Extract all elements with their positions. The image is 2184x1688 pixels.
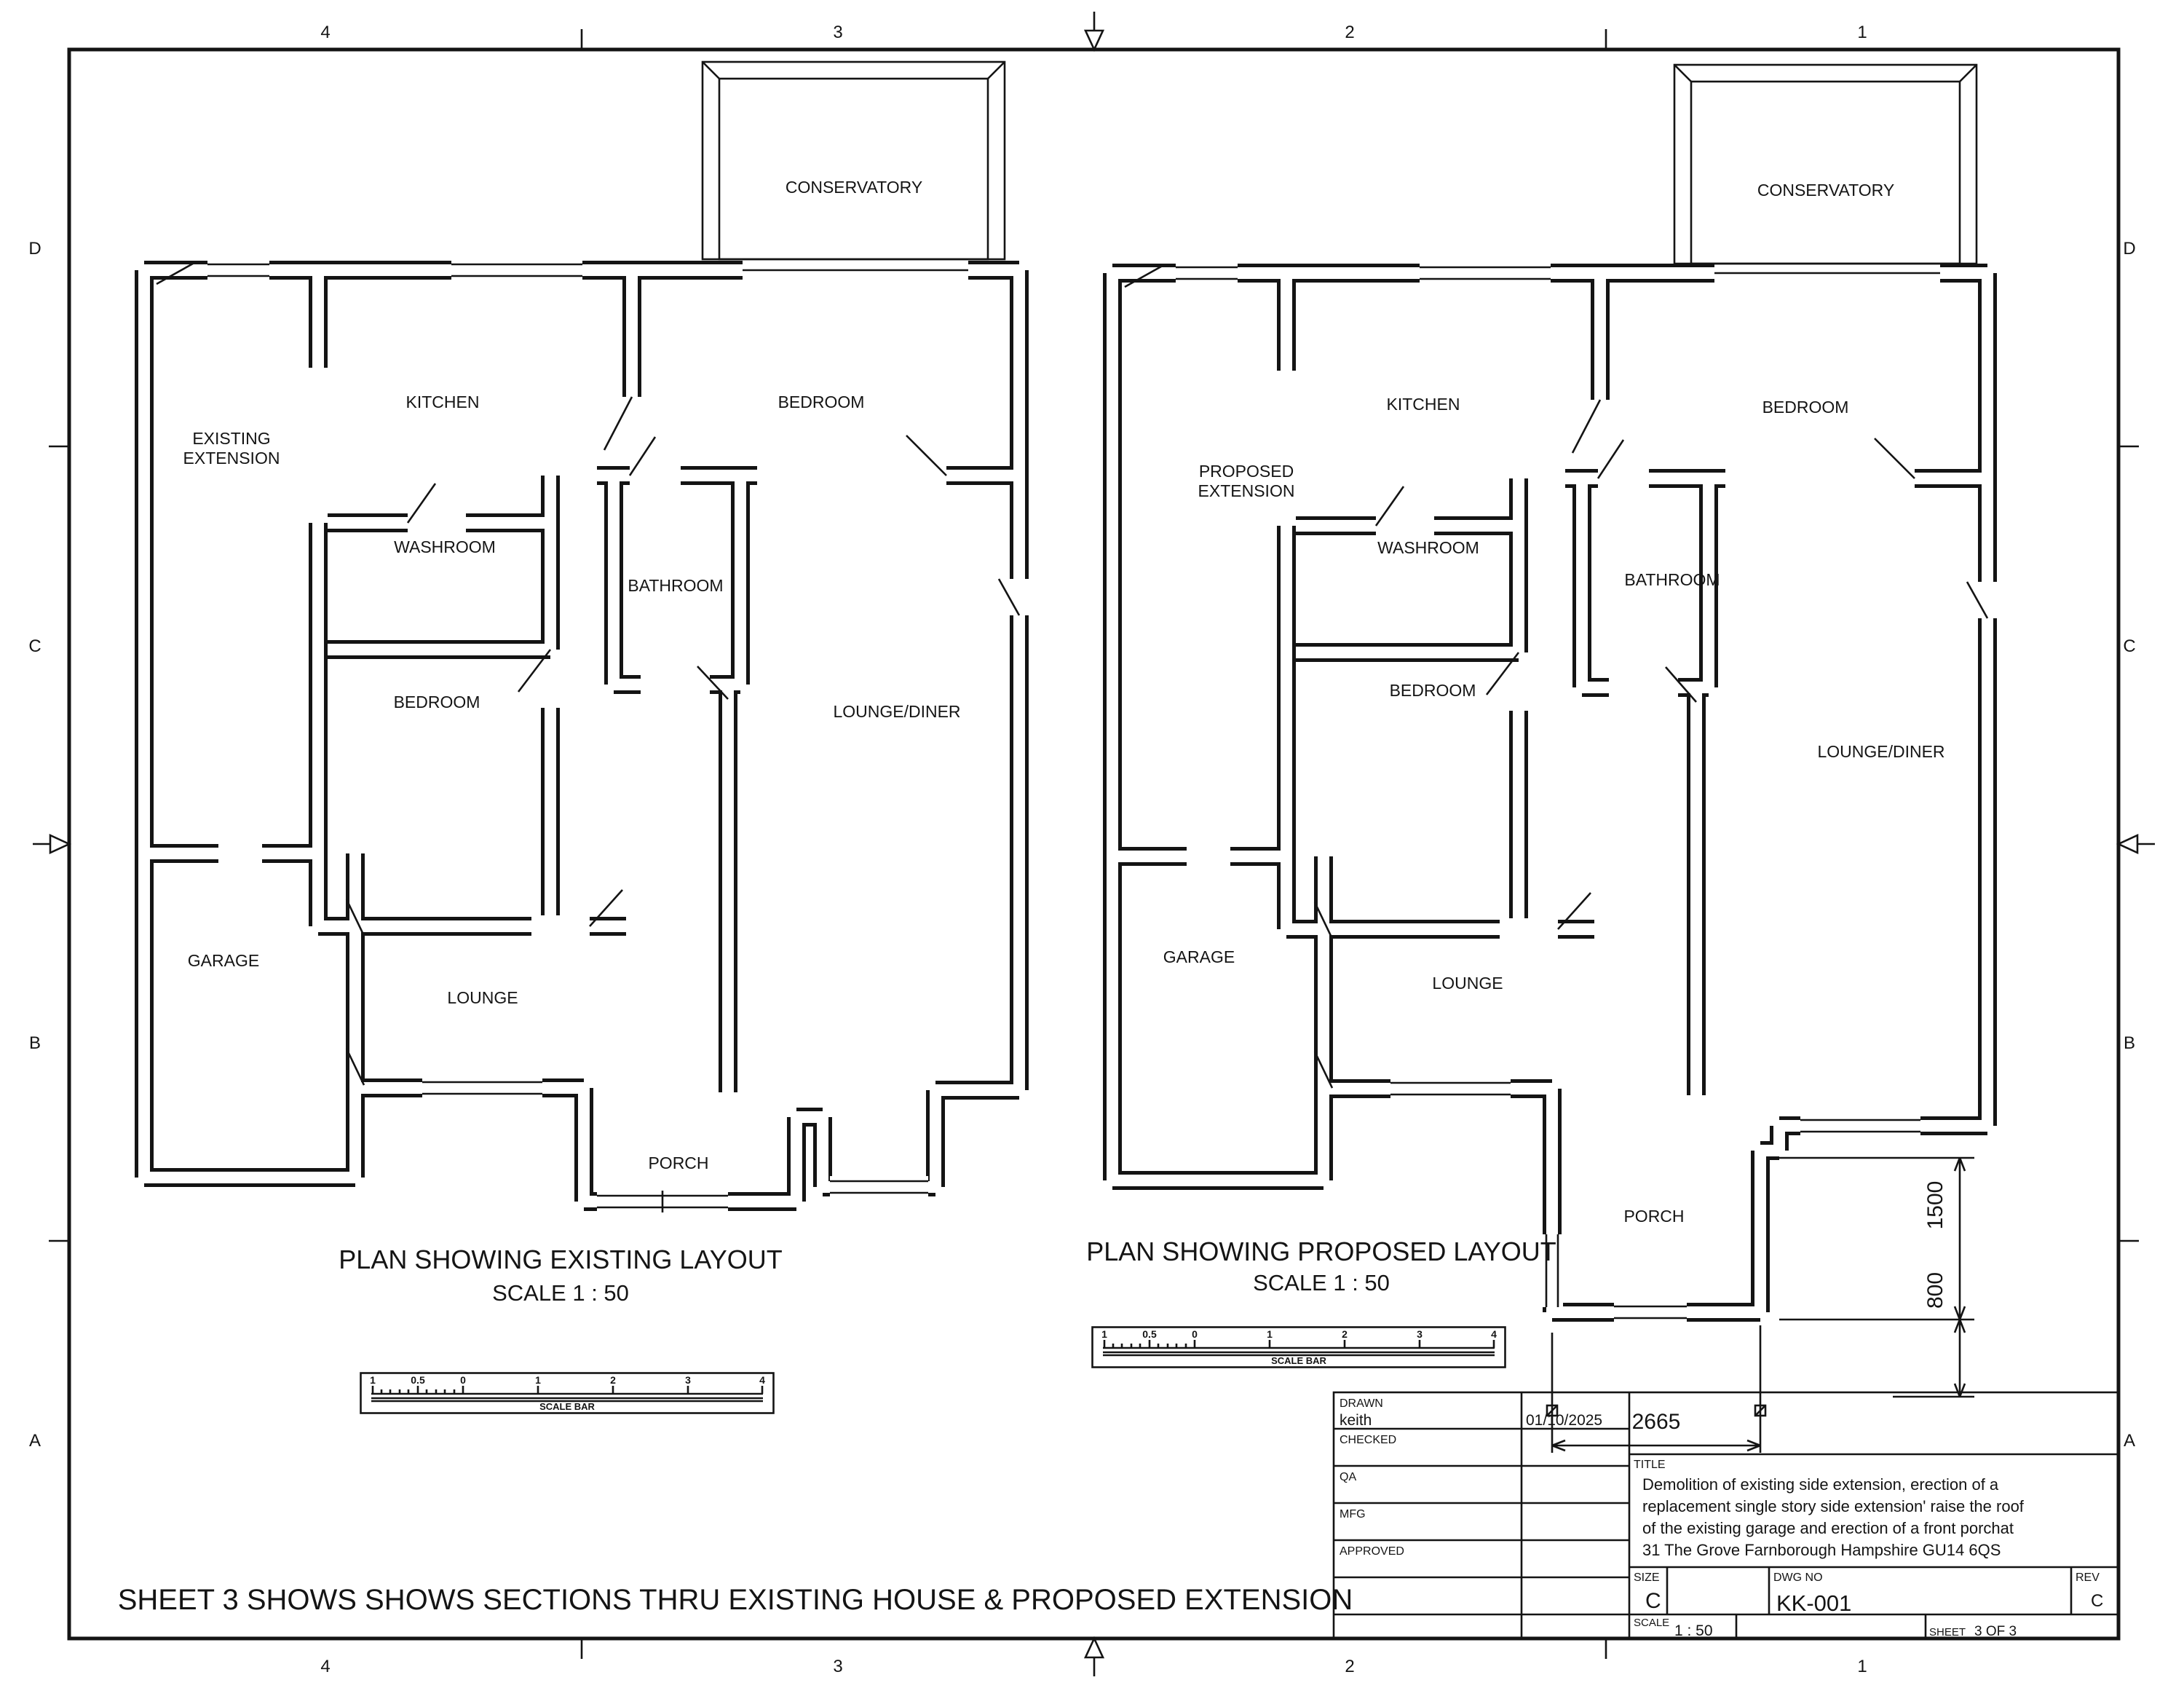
sheet-label: SHEET [1929,1626,1966,1638]
floor-plan-existing [144,62,1030,1212]
walls-core [144,270,1019,1202]
scale-bar-numbers [1101,1328,1497,1340]
zone-label: 4 [320,1657,331,1676]
dim-label: 2665 [1631,1410,1681,1434]
room-label: EXISTING [192,429,271,448]
scale-bar-number: 4 [1491,1328,1497,1340]
room-label: KITCHEN [405,393,480,411]
zone-label: 2 [1345,1657,1355,1676]
zone-label: 4 [320,23,331,42]
center-arrow-right-icon [2118,835,2137,853]
dim-label: 800 [1923,1271,1947,1309]
dwg-no-label: DWG NO [1773,1571,1823,1584]
scale-label: SCALE [1634,1617,1670,1629]
walls [144,270,1019,1202]
scale-bar-number: 0 [460,1374,466,1386]
room-label: GARAGE [187,951,260,970]
room-label: LOUNGE [1432,974,1503,993]
scale-bar-number: 3 [685,1374,691,1386]
zone-label: D [28,239,41,259]
room-label: BATHROOM [628,576,724,595]
plan-scale: SCALE 1 : 50 [492,1280,629,1306]
scale-bar-proposed [1093,1328,1506,1368]
mfg-label: MFG [1340,1508,1366,1521]
scale-bar-number: 0.5 [1142,1328,1157,1340]
plan-title-proposed [1086,1237,1556,1295]
room-label: LOUNGE/DINER [1817,742,1945,761]
conservatory-walls [703,62,1005,259]
wall-openings [1176,262,1998,1323]
room-label: CONSERVATORY [785,178,923,197]
room-label: BEDROOM [1389,681,1476,700]
drawing-title-line: replacement single story side extension' raise the roof [1642,1497,2024,1515]
room-label: LOUNGE/DINER [833,702,961,721]
zone-label: C [2123,636,2136,656]
scale-bar-number: 3 [1417,1328,1423,1340]
scale-bar-number: 4 [759,1374,765,1386]
room-label: EXTENSION [1198,481,1295,500]
walls-core [1112,273,1987,1312]
room-label: BEDROOM [778,393,865,411]
room-label: WASHROOM [1377,538,1479,557]
size-label: SIZE [1634,1571,1660,1584]
center-arrow-bottom-icon [1085,1638,1103,1657]
zone-label: 3 [833,1657,843,1676]
zone-label: C [28,636,41,656]
scale-bar-numbers [370,1374,765,1386]
windows-and-doors [157,264,1019,1212]
drawn-label: DRAWN [1340,1397,1383,1410]
room-label: KITCHEN [1386,395,1460,414]
plan-title-existing [339,1245,782,1306]
zone-label: 2 [1345,23,1355,42]
room-label: PROPOSED [1198,462,1294,481]
rev-label: REV [2076,1571,2100,1584]
scale-bar-number: 1 [535,1374,541,1386]
rev-value: C [2091,1591,2104,1611]
sheet-note: SHEET 3 SHOWS SHOWS SECTIONS THRU EXISTING HOUSE & PROPOSED EXTENSION [117,1584,1353,1616]
scale-bar-caption: SCALE BAR [1271,1355,1326,1366]
zone-label: D [2123,239,2136,259]
checked-label: CHECKED [1340,1434,1397,1446]
zone-label: 1 [1857,1657,1867,1676]
approved-label: APPROVED [1340,1545,1404,1558]
conservatory-walls [1674,65,1977,264]
room-label: GARAGE [1163,947,1235,966]
plan-scale: SCALE 1 : 50 [1253,1270,1390,1295]
zone-label: 3 [833,23,843,42]
center-arrow-top-icon [1085,31,1103,50]
plan-title: PLAN SHOWING EXISTING LAYOUT [339,1245,783,1274]
sheet-value: 3 OF 3 [1974,1624,2017,1639]
drawn-date: 01/10/2025 [1526,1412,1603,1429]
title-label: TITLE [1634,1459,1666,1471]
scale-value: 1 : 50 [1674,1622,1713,1639]
scale-bar-number: 1 [1267,1328,1273,1340]
size-value: C [1645,1589,1661,1613]
zone-label: B [28,1033,41,1053]
drawing-title-line: Demolition of existing side extension, erection of a [1642,1475,1999,1494]
room-label: BATHROOM [1624,570,1720,589]
dwg-no-value: KK-001 [1776,1590,1852,1616]
room-label: EXTENSION [183,449,280,468]
title-block [1334,1392,2118,1639]
center-arrow-left-icon [50,835,69,853]
scale-bar-number: 1 [370,1374,376,1386]
zone-label: A [2123,1431,2136,1451]
dim-label: 1500 [1923,1180,1947,1230]
scale-bar-number: 1 [1101,1328,1107,1340]
border-frame [69,50,2118,1638]
scale-bar-number: 2 [1342,1328,1348,1340]
room-label: PORCH [648,1153,709,1172]
qa-label: QA [1340,1471,1357,1483]
wall-openings [207,259,1030,1212]
room-label: WASHROOM [394,537,496,556]
plan-title: PLAN SHOWING PROPOSED LAYOUT [1086,1237,1556,1266]
drawing-title-line: of the existing garage and erection of a front porchat [1642,1519,2014,1537]
scale-bar-number: 2 [610,1374,616,1386]
drawing-title-line: 31 The Grove Farnborough Hampshire GU14 6QS [1642,1541,2001,1559]
scale-bar-number: 0.5 [411,1374,425,1386]
scale-bar-existing [361,1373,774,1413]
zone-label: B [2123,1033,2136,1053]
room-label: CONSERVATORY [1757,181,1895,200]
room-label: BEDROOM [393,693,480,711]
room-label: LOUNGE [447,988,518,1007]
room-label: PORCH [1623,1207,1685,1226]
scale-bar-number: 0 [1192,1328,1198,1340]
room-labels [183,178,961,1172]
zone-label: 1 [1857,23,1867,42]
scale-bar-caption: SCALE BAR [539,1401,595,1412]
zone-label: A [28,1431,41,1451]
room-label: BEDROOM [1762,398,1849,417]
drawn-by: keith [1340,1412,1372,1429]
